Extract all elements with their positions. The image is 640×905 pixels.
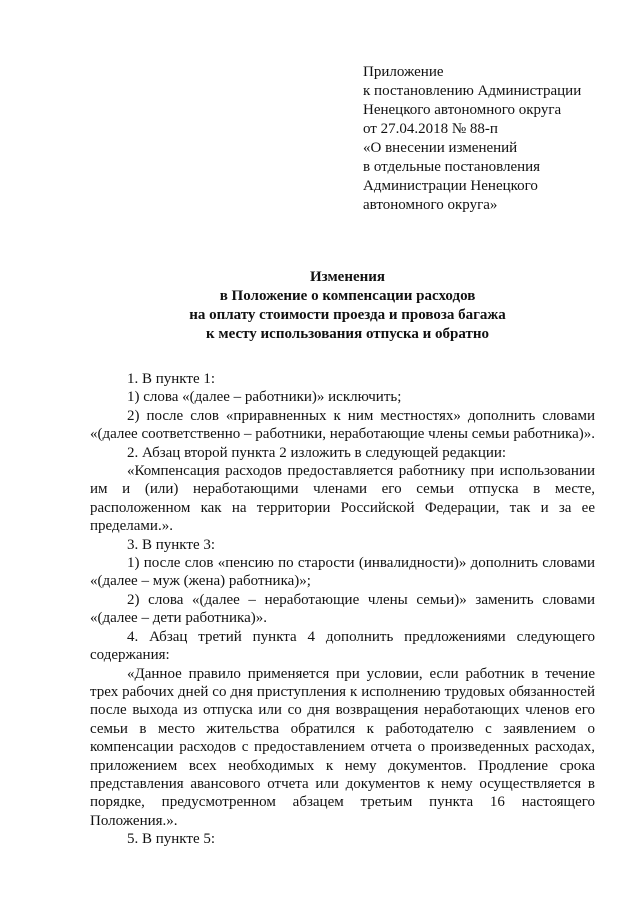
appendix-line: Администрации Ненецкого	[363, 178, 538, 194]
title-line: в Положение о компенсации расходов	[219, 288, 476, 304]
appendix-line: Ненецкого автономного округа	[363, 102, 562, 118]
body-paragraph: «Компенсация расходов предоставляется работнику при использовании им и (или) неработающими членами его семьи отпуска в месте, расположенном как на территории Российской Федерации, так и за ее пределами.».	[90, 463, 595, 535]
body-paragraph: 1) после слов «пенсию по старости (инвалидности)» дополнить словами «(далее – муж (жена) работника)»;	[90, 555, 595, 590]
appendix-line: к постановлению Администрации	[363, 83, 582, 99]
body-paragraph: 2) слова «(далее – неработающие члены семьи)» заменить словами «(далее – дети работника)».	[90, 591, 595, 627]
appendix-header	[363, 63, 603, 215]
appendix-line: Приложение	[363, 64, 444, 80]
appendix-line: от 27.04.2018 № 88-п	[363, 121, 498, 137]
title-line: к месту использования отпуска и обратно	[206, 326, 489, 342]
document-body	[90, 370, 595, 849]
body-paragraph: 5. В пункте 5:	[127, 831, 216, 848]
appendix-line: «О внесении изменений	[363, 140, 518, 156]
title-line: Изменения	[309, 269, 386, 285]
body-paragraph: 2) после слов «приравненных к ним местностях» дополнить словами «(далее соответственно – работники, неработающие члены семьи работника)».	[90, 407, 595, 443]
body-paragraph: 3. В пункте 3:	[127, 536, 216, 553]
body-paragraph: 2. Абзац второй пункта 2 изложить в следующей редакции:	[127, 444, 507, 461]
document-title	[90, 268, 605, 344]
body-paragraph: «Данное правило применяется при условии, если работник в течение трех рабочих дней со дня приступления к исполнению трудовых обязанностей после выхода из отпуска или со дня возвращения неработающих членов его семьи в место жительства обратился к работодателю с заявлением о компенсации расходов с предоставлением отчета о произведенных расходах, приложением всех необходимых к нему документов. Продление срока представления авансового отчета или документов к нему осуществляется в порядке, предусмотренном абзацем третьим пункта 16 настоящего Положения.».	[90, 665, 595, 829]
body-paragraph: 1) слова «(далее – работники)» исключить;	[127, 389, 402, 406]
body-paragraph: 4. Абзац третий пункта 4 дополнить предложениями следующего содержания:	[90, 628, 595, 664]
title-line: на оплату стоимости проезда и провоза багажа	[189, 307, 506, 323]
appendix-line: автономного округа»	[363, 197, 498, 213]
body-paragraph: 1. В пункте 1:	[127, 371, 216, 387]
appendix-line: в отдельные постановления	[363, 159, 541, 175]
